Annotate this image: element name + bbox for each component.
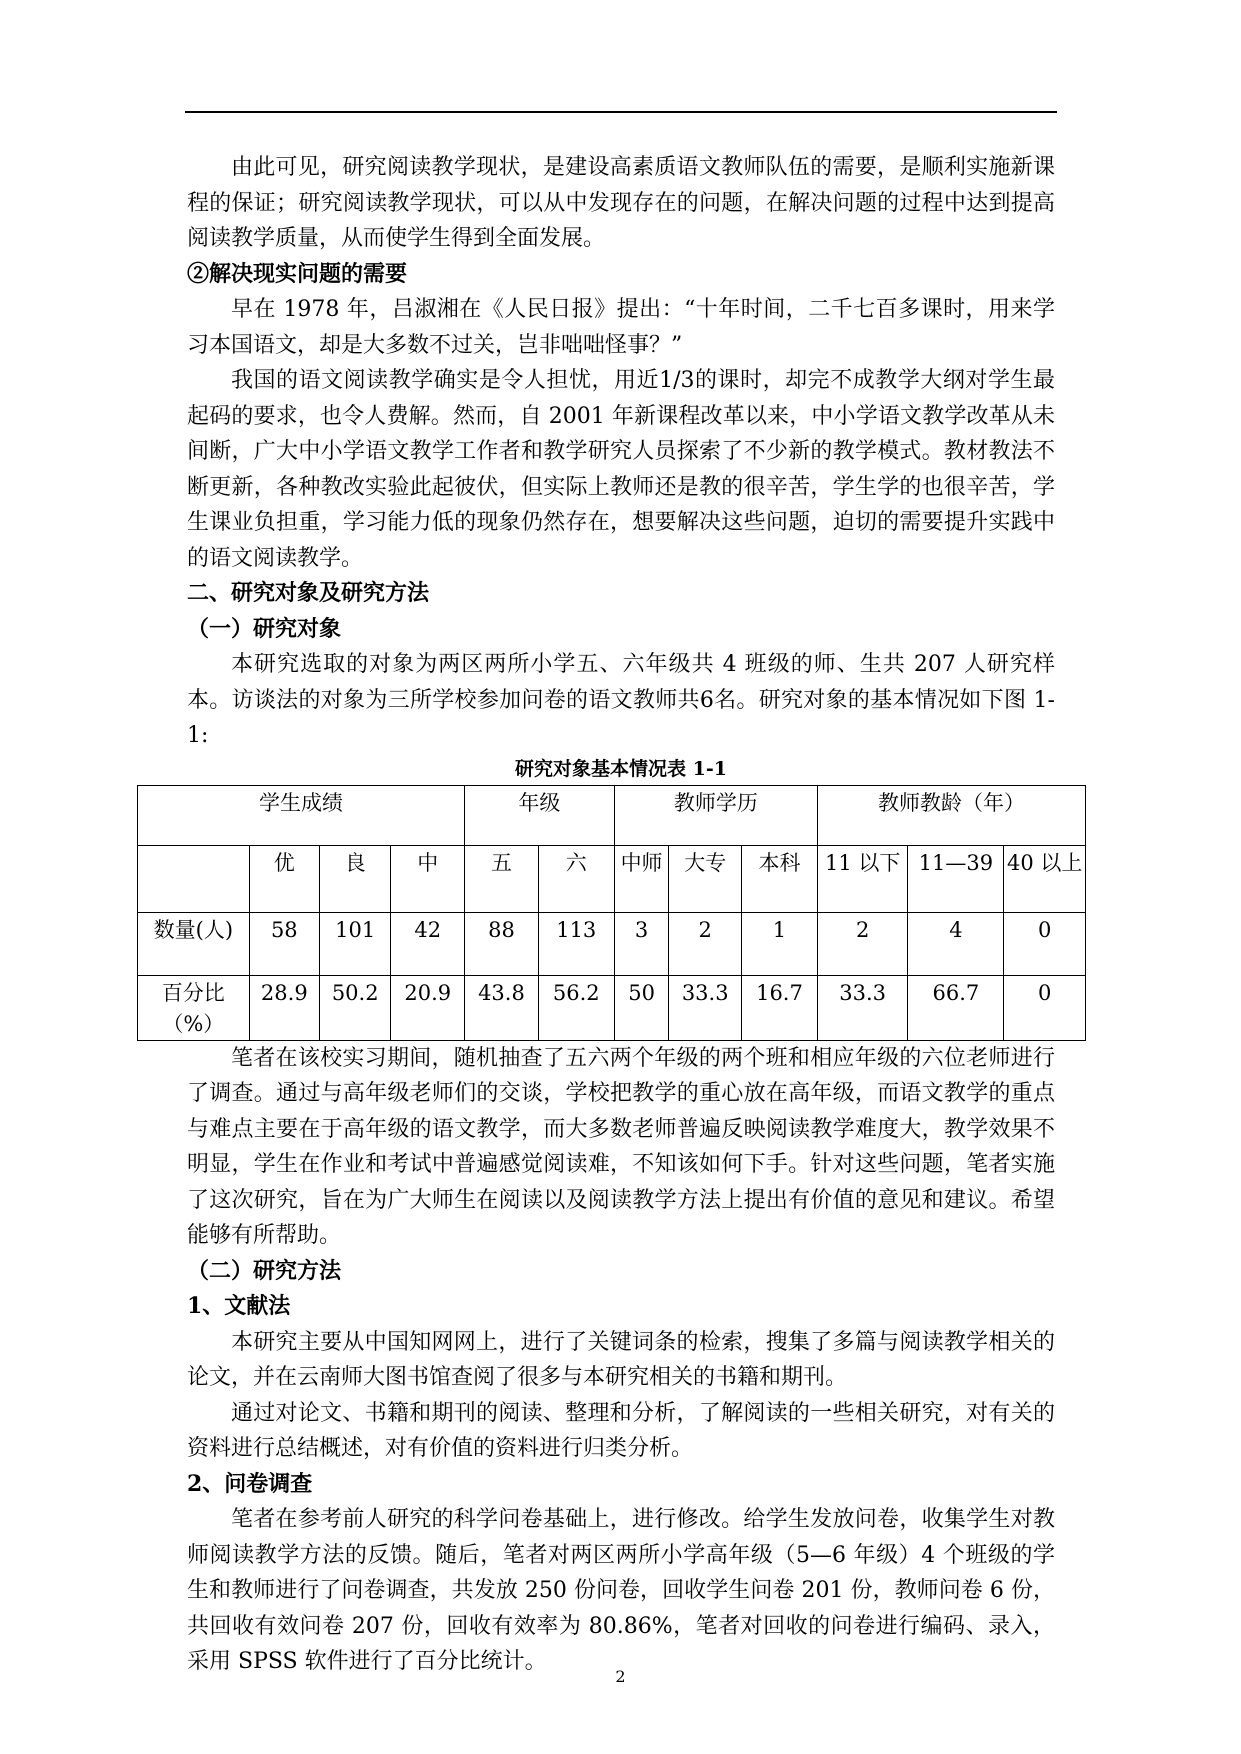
table-row bbox=[138, 785, 1086, 845]
table-header-cell: 11—39 bbox=[908, 845, 1004, 912]
heading-need: ②解决现实问题的需要 bbox=[187, 260, 408, 287]
paragraph: 本研究主要从中国知网网上，进行了关键词条的检索，搜集了多篇与阅读教学相关的论文，并在云南师大图书馆查阅了很多与本研究相关的书籍和期刊。 bbox=[187, 1329, 1055, 1390]
section-title: 二、研究对象及研究方法 bbox=[187, 580, 430, 606]
table-row bbox=[138, 912, 1086, 975]
table-header-cell: 大专 bbox=[669, 845, 742, 912]
header-rule bbox=[185, 111, 1057, 113]
table-cell: 50 bbox=[614, 975, 669, 1040]
table-header-cell: 优 bbox=[249, 845, 319, 912]
table-header-cell: 中 bbox=[391, 845, 465, 912]
table-row bbox=[138, 845, 1086, 912]
table-header-cell: 中师 bbox=[614, 845, 669, 912]
table-cell: 56.2 bbox=[538, 975, 614, 1040]
table-cell: 66.7 bbox=[908, 975, 1004, 1040]
table-row-label: 百分比（%） bbox=[138, 975, 250, 1040]
table-cell: 28.9 bbox=[249, 975, 319, 1040]
table-caption: 研究对象基本情况表 1-1 bbox=[515, 757, 727, 780]
paragraph: 通过对论文、书籍和期刊的阅读、整理和分析，了解阅读的一些相关研究，对有关的资料进行总结概述，对有价值的资料进行归类分析。 bbox=[187, 1400, 1055, 1461]
paragraph: 本研究选取的对象为两区两所小学五、六年级共 4 班级的师、生共 207 人研究样本。访谈法的对象为三所学校参加问卷的语文教师共6名。研究对象的基本情况如下图 1-1: bbox=[187, 652, 1055, 748]
table-cell: 1 bbox=[741, 912, 817, 975]
table-cell: 50.2 bbox=[319, 975, 390, 1040]
table-cell: 0 bbox=[1004, 912, 1086, 975]
table-cell: 2 bbox=[817, 912, 907, 975]
method-title: 2、问卷调查 bbox=[187, 1470, 313, 1497]
table-row-label: 数量(人) bbox=[138, 912, 250, 975]
table-cell: 42 bbox=[391, 912, 465, 975]
page-number: 2 bbox=[615, 1667, 626, 1686]
table-cell bbox=[138, 845, 250, 912]
subsection-title: （一）研究对象 bbox=[187, 615, 342, 642]
table-cell: 113 bbox=[538, 912, 614, 975]
table-header-cell: 五 bbox=[465, 845, 539, 912]
subsection-title: （二）研究方法 bbox=[187, 1257, 342, 1284]
table-cell: 3 bbox=[614, 912, 669, 975]
table-cell: 88 bbox=[465, 912, 539, 975]
table-cell: 101 bbox=[319, 912, 390, 975]
table-header-cell: 年级 bbox=[465, 785, 615, 845]
paragraph: 笔者在该校实习期间，随机抽查了五六两个年级的两个班和相应年级的六位老师进行了调查。通过与高年级老师们的交谈，学校把教学的重心放在高年级，而语文教学的重点与难点主要在于高年级的语文教学，而大多数老师普遍反映阅读教学难度大，教学效果不明显，学生在作业和考试中普遍感觉阅读难，不知该如何下手。针对这些问题，笔者实施了这次研究，旨在为广大师生在阅读以及阅读教学方法上提出有价值的意见和建议。希望能够有所帮助。 bbox=[187, 1045, 1055, 1248]
paragraph: 我国的语文阅读教学确实是令人担忧，用近1/3的课时，却完不成教学大纲对学生最起码的要求，也令人费解。然而，自 2001 年新课程改革以来，中小学语文教学改革从未间断，广大中小学语文教学工作者和教学研究人员探索了不少新的教学模式。教材教法不断更新，各种教改实验此起彼伏，但实际上教师还是教的很辛苦，学生学的也很辛苦，学生课业负担重，学习能力低的现象仍然存在，想要解决这些问题，迫切的需要提升实践中的语文阅读教学。 bbox=[187, 368, 1055, 571]
paragraph: 早在 1978 年，吕淑湘在《人民日报》提出：“十年时间，二千七百多课时，用来学习本国语文，却是大多数不过关，岂非咄咄怪事？” bbox=[187, 297, 1055, 358]
paragraph: 笔者在参考前人研究的科学问卷基础上，进行修改。给学生发放问卷，收集学生对教师阅读教学方法的反馈。随后，笔者对两区两所小学高年级（5—6 年级）4 个班级的学生和教师进行了问卷调查，共发放 250 份问卷，回收学生问卷 201 份，教师问卷 6 份，共回收有效问卷 207 份，回收有效率为 80.86%，笔者对回收的问卷进行编码、录入，采用 SPSS 软件进行了百分比统计。 bbox=[187, 1507, 1055, 1674]
table-cell: 0 bbox=[1004, 975, 1086, 1040]
page-body bbox=[153, 150, 1083, 1680]
table-cell: 33.3 bbox=[817, 975, 907, 1040]
table-cell: 4 bbox=[908, 912, 1004, 975]
table-cell: 33.3 bbox=[669, 975, 742, 1040]
table-row bbox=[138, 975, 1086, 1040]
table-header-cell: 教师学历 bbox=[614, 785, 817, 845]
table-cell: 58 bbox=[249, 912, 319, 975]
subjects-table bbox=[137, 785, 1086, 1041]
table-cell: 2 bbox=[669, 912, 742, 975]
table-cell: 20.9 bbox=[391, 975, 465, 1040]
table-header-cell: 11 以下 bbox=[817, 845, 907, 912]
table-cell: 16.7 bbox=[741, 975, 817, 1040]
table-header-cell: 学生成绩 bbox=[138, 785, 465, 845]
table-header-cell: 教师教龄（年） bbox=[817, 785, 1085, 845]
table-cell: 43.8 bbox=[465, 975, 539, 1040]
table-header-cell: 良 bbox=[319, 845, 390, 912]
table-header-cell: 六 bbox=[538, 845, 614, 912]
paragraph: 由此可见，研究阅读教学现状，是建设高素质语文教师队伍的需要，是顺利实施新课程的保证；研究阅读教学现状，可以从中发现存在的问题，在解决问题的过程中达到提高阅读教学质量，从而使学生得到全面发展。 bbox=[187, 155, 1055, 251]
method-title: 1、文献法 bbox=[187, 1293, 291, 1319]
table-header-cell: 本科 bbox=[741, 845, 817, 912]
table-header-cell: 40 以上 bbox=[1004, 845, 1086, 912]
